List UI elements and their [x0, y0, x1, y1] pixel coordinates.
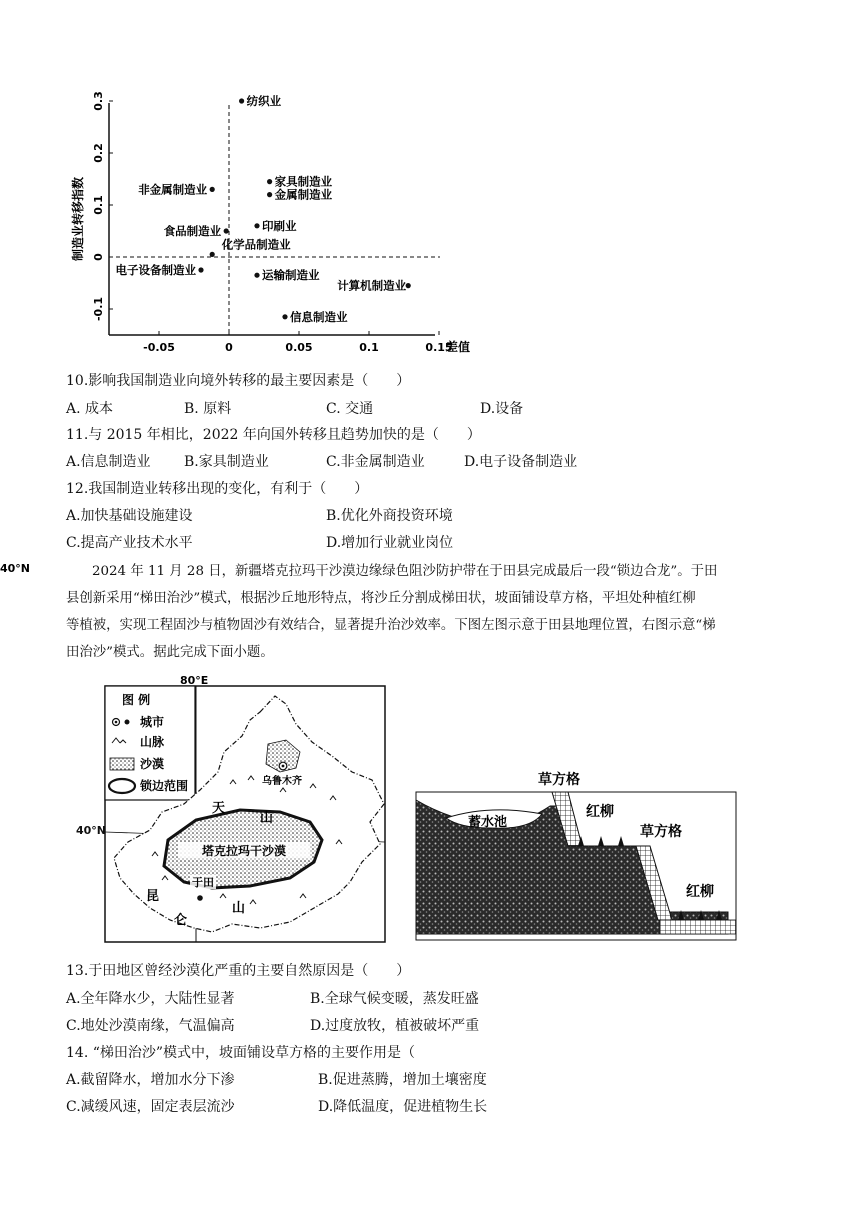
passage-line-3: 等植被，实现工程固沙与植物固沙有效结合，显著提升治沙效率。下图左图示意于田县地理位置，右图示意“梯	[66, 618, 716, 633]
q10-option-d[interactable]: D.设备	[480, 401, 524, 417]
data-point	[210, 252, 215, 257]
question-11-stem: 11.与 2015 年相比，2022 年向国外转移且趋势加快的是（ ）	[66, 427, 481, 443]
passage-line-1: 2024 年 11 月 28 日，新疆塔克拉玛干沙漠边缘绿色阻沙防护带在于田县完成最后一段“锁边合龙”。于田	[92, 564, 718, 579]
desert-symbol-icon	[110, 758, 134, 770]
kunlun-label-3: 山	[232, 901, 246, 916]
data-point	[198, 267, 203, 272]
data-point-label: 家具制造业	[274, 174, 333, 189]
q12-option-c[interactable]: C.提高产业技术水平	[66, 535, 193, 551]
terrace-sand-control-profile	[410, 770, 740, 940]
y-tick-label: 0.2	[92, 143, 105, 163]
x-axis-label: 差值	[445, 340, 471, 354]
reading-passage	[66, 558, 796, 666]
data-point-label: 纺织业	[246, 94, 282, 108]
q14-option-b[interactable]: B.促进蒸腾，增加土壤密度	[318, 1072, 487, 1088]
q13-option-c[interactable]: C.地处沙漠南缘，气温偏高	[66, 1018, 235, 1034]
legend-city: 城市	[140, 715, 165, 729]
y-tick-label: -0.1	[92, 296, 105, 322]
data-point	[267, 192, 272, 197]
passage-line-2: 县创新采用“梯田治沙”模式，根据沙丘地形特点，将沙丘分割成梯田状，坡面铺设草方格，平坦处种植红柳	[66, 591, 696, 606]
y-tick-label: 0.3	[92, 91, 105, 111]
q12-option-a[interactable]: A.加快基础设施建设	[66, 508, 193, 524]
grass-grid-label-1: 草方格	[538, 772, 580, 788]
y-axis-label: 制造业转移指数	[71, 176, 85, 262]
x-tick-label: 0.1	[359, 341, 379, 354]
data-point	[254, 223, 259, 228]
q12-option-b[interactable]: B.优化外商投资环境	[326, 508, 453, 524]
q12-option-d[interactable]: D.增加行业就业岗位	[326, 535, 454, 551]
q14-option-d[interactable]: D.降低温度，促进植物生长	[318, 1099, 488, 1115]
legend-desert: 沙漠	[140, 757, 165, 771]
q11-option-c[interactable]: C.非金属制造业	[326, 454, 425, 470]
q10-option-a[interactable]: A. 成本	[66, 401, 114, 417]
data-point-label: 化学品制造业	[221, 237, 291, 252]
grass-grid-label-2: 草方格	[640, 824, 682, 840]
data-point	[239, 98, 244, 103]
data-point-label: 食品制造业	[163, 224, 222, 238]
data-point-label: 运输制造业	[262, 268, 320, 283]
q11-option-a[interactable]: A.信息制造业	[66, 454, 151, 470]
data-point	[282, 314, 287, 319]
desert-label: 塔克拉玛干沙漠	[201, 844, 287, 858]
data-point-label: 电子设备制造业	[115, 263, 196, 277]
data-point	[224, 228, 229, 233]
data-point-label: 非金属制造业	[138, 182, 208, 197]
x-tick-label: 0.15	[425, 341, 453, 354]
question-13-stem: 13.于田地区曾经沙漠化严重的主要自然原因是（ ）	[66, 963, 411, 979]
legend-lock-edge: 锁边范围	[140, 779, 189, 793]
question-10-stem: 10.影响我国制造业向境外转移的最主要因素是（ ）	[66, 373, 411, 389]
q13-option-a[interactable]: A.全年降水少，大陆性显著	[66, 991, 235, 1007]
legend-title: 图 例	[122, 693, 151, 707]
data-point	[406, 283, 411, 288]
data-point-label: 信息制造业	[290, 309, 348, 324]
yutian-marker-icon	[197, 895, 203, 901]
data-point-label: 金属制造业	[274, 187, 333, 202]
meridian-label: 80°E	[180, 674, 209, 687]
urumqi-label: 乌鲁木齐	[262, 776, 302, 787]
q13-option-b[interactable]: B.全球气候变暖，蒸发旺盛	[310, 991, 479, 1007]
red-willow-label-1: 红柳	[586, 804, 614, 820]
q11-option-d[interactable]: D.电子设备制造业	[464, 454, 578, 470]
q10-option-b[interactable]: B. 原料	[184, 401, 232, 417]
y-tick-label: 0	[92, 253, 105, 261]
data-point-label: 印刷业	[262, 218, 297, 233]
passage-line-4: 田治沙”模式。据此完成下面小题。	[66, 645, 274, 660]
q10-option-c[interactable]: C. 交通	[326, 401, 374, 417]
q14-option-c[interactable]: C.减缓风速，固定表层流沙	[66, 1099, 235, 1115]
parallel-label: 40°N	[0, 562, 31, 575]
y-tick-label: 0.1	[92, 195, 105, 215]
data-point	[267, 179, 272, 184]
question-14-stem: 14. “梯田治沙”模式中，坡面铺设草方格的主要作用是（	[66, 1045, 416, 1061]
x-tick-label: 0	[225, 341, 233, 354]
tianshan-label-2: 山	[260, 811, 274, 826]
yutian-label: 于田	[192, 876, 214, 889]
data-point	[210, 187, 215, 192]
x-tick-label: 0.05	[285, 341, 313, 354]
q13-option-d[interactable]: D.过度放牧，植被破坏严重	[310, 1018, 480, 1034]
kunlun-label-2: 仑	[174, 913, 188, 928]
data-point	[254, 273, 259, 278]
q11-option-b[interactable]: B.家具制造业	[184, 454, 269, 470]
red-willow-label-2: 红柳	[686, 884, 714, 900]
kunlun-label-1: 昆	[146, 889, 160, 904]
x-tick-label: -0.05	[143, 341, 175, 354]
data-point-label: 计算机制造业	[337, 278, 407, 293]
legend-mountain: 山脉	[140, 735, 165, 749]
parallel-40n-label: 40°N	[76, 824, 107, 837]
question-12-stem: 12.我国制造业转移出现的变化，有利于（ ）	[66, 481, 369, 497]
q14-option-a[interactable]: A.截留降水，增加水分下渗	[66, 1072, 235, 1088]
tianshan-label-1: 天	[212, 801, 226, 816]
pond-label: 蓄水池	[468, 815, 508, 830]
manufacturing-transfer-chart	[60, 91, 500, 365]
